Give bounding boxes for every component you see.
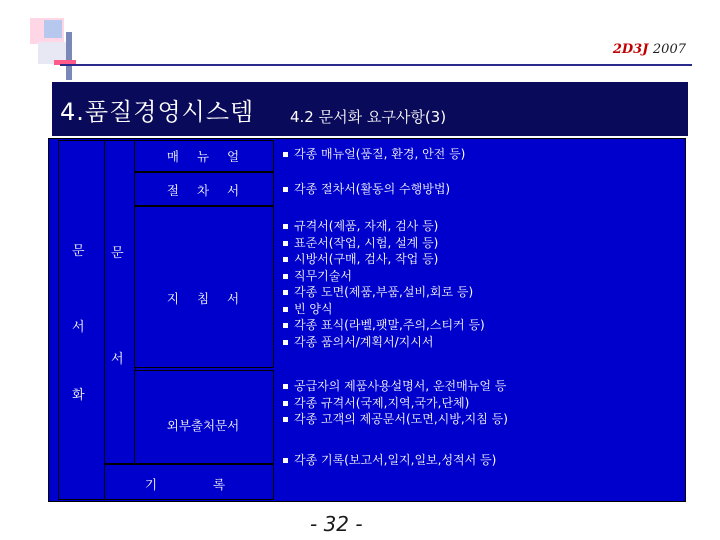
- documentation-char-1: 문: [72, 244, 85, 259]
- list-item: 각종 절차서(활동의 수행방법): [282, 181, 450, 198]
- header-rule: [60, 64, 692, 66]
- documentation-char-3: 화: [72, 388, 85, 403]
- list-item: 각종 표식(라벨,팻말,주의,스티커 등): [282, 317, 485, 334]
- list-item: 표준서(작업, 시험, 설계 등): [282, 235, 485, 252]
- procedure-label: 절 차 서: [166, 183, 240, 198]
- page-title: 4.품질경영시스템: [60, 98, 255, 126]
- page-number: - 32 -: [310, 512, 363, 536]
- record-label-right: 록: [212, 477, 226, 492]
- list-item: 각종 기록(보고서,일지,일보,성적서 등): [282, 452, 496, 469]
- list-item: 공급자의 제품사용설명서, 운전매뉴얼 등: [282, 378, 508, 395]
- documents-char-2: 서: [111, 352, 124, 367]
- list-item: 직무기술서: [282, 268, 485, 285]
- manual-desc-list: [282, 146, 465, 163]
- list-item: 규격서(제품, 자재, 검사 등): [282, 218, 485, 235]
- documents-column: [104, 140, 136, 464]
- record-desc-list: [282, 452, 496, 469]
- brand-label: [613, 42, 686, 57]
- list-item: 빈 양식: [282, 301, 485, 318]
- decor-square-blue: [44, 20, 62, 38]
- instruction-label: 지 침 서: [166, 291, 240, 306]
- list-item: 각종 매뉴얼(품질, 환경, 안전 등): [282, 146, 465, 163]
- record-category-box: [104, 464, 274, 500]
- list-item: 각종 품의서/계획서/지시서: [282, 334, 485, 351]
- documents-char-1: 문: [111, 246, 124, 261]
- list-item: 각종 도면(제품,부품,설비,회로 등): [282, 284, 485, 301]
- documentation-char-2: 서: [72, 320, 85, 335]
- decor-vertical-bar: [66, 32, 72, 80]
- list-item: 각종 규격서(국제,지역,국가,단체): [282, 395, 508, 412]
- external-docs-label: 외부출처문서: [166, 418, 240, 433]
- list-item: 시방서(구매, 검사, 작업 등): [282, 251, 485, 268]
- manual-label: 매 뉴 얼: [166, 149, 240, 164]
- record-label-left: 기: [144, 477, 158, 492]
- brand-code: 2D3J: [612, 42, 649, 57]
- procedure-desc-list: [282, 181, 450, 198]
- brand-year: 2007: [652, 42, 686, 57]
- list-item: 각종 고객의 제공문서(도면,시방,지침 등): [282, 411, 508, 428]
- instruction-desc-list: [282, 218, 485, 350]
- instruction-category-box: [134, 206, 274, 368]
- external-desc-list: [282, 378, 508, 428]
- page-subtitle: 4.2 문서화 요구사항(3): [290, 108, 447, 126]
